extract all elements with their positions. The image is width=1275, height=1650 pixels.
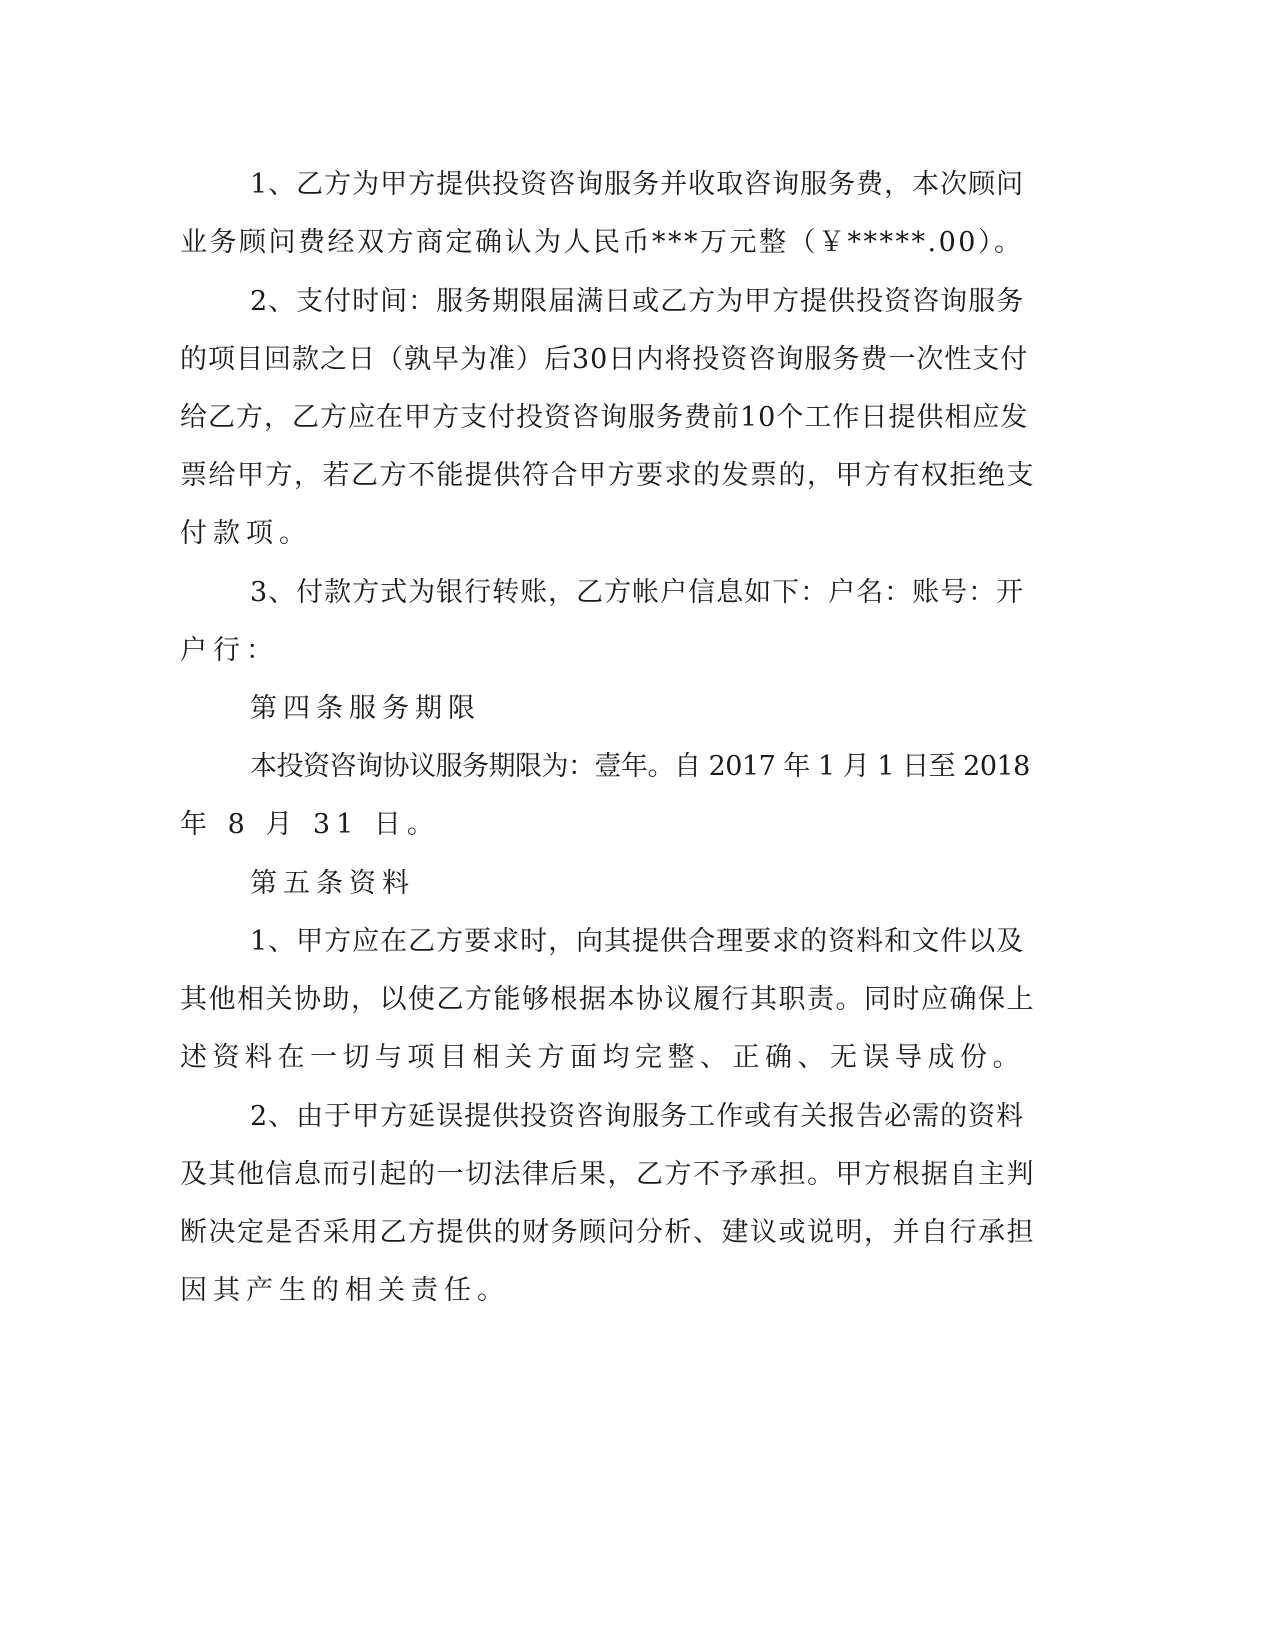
text-line: 给乙方，乙方应在甲方支付投资咨询服务费前10个工作日提供相应发 (180, 402, 1029, 433)
text-line: 的项目回款之日（孰早为准）后30日内将投资咨询服务费一次性支付 (180, 344, 1029, 375)
section-heading: 第四条服务期限 (250, 693, 481, 724)
text-line: 3、付款方式为银行转账，乙方帐户信息如下：户名：账号：开 (250, 577, 1025, 608)
text-line: 本投资咨询协议服务期限为：壹年。自 2017 年 1 月 1 日至 2018 (250, 751, 1030, 782)
text-line: 述资料在一切与项目相关方面均完整、正确、无误导成份。 (180, 1042, 1025, 1073)
text-line: 付款项。 (180, 518, 312, 549)
text-line: 户行： (180, 635, 279, 666)
text-line: 断决定是否采用乙方提供的财务顾问分析、建议或说明，并自行承担 (180, 1217, 1035, 1248)
section-heading: 第五条资料 (250, 868, 415, 899)
text-line: 及其他信息而引起的一切法律后果，乙方不予承担。甲方根据自主判 (180, 1159, 1035, 1190)
text-line: 2、支付时间：服务期限届满日或乙方为甲方提供投资咨询服务 (250, 286, 1025, 317)
text-line: 票给甲方，若乙方不能提供符合甲方要求的发票的，甲方有权拒绝支 (180, 460, 1035, 491)
text-line: 年 8 月 31 日。 (180, 809, 440, 840)
text-line: 其他相关协助，以使乙方能够根据本协议履行其职责。同时应确保上 (180, 984, 1035, 1015)
text-line: 1、乙方为甲方提供投资咨询服务并收取咨询服务费，本次顾问 (250, 169, 1025, 200)
text-line: 1、甲方应在乙方要求时，向其提供合理要求的资料和文件以及 (250, 926, 1025, 957)
text-line: 业务顾问费经双方商定确认为人民币***万元整（￥*****.00）。 (180, 227, 1024, 258)
text-line: 2、由于甲方延误提供投资咨询服务工作或有关报告必需的资料 (250, 1101, 1025, 1132)
text-line: 因其产生的相关责任。 (180, 1275, 510, 1306)
